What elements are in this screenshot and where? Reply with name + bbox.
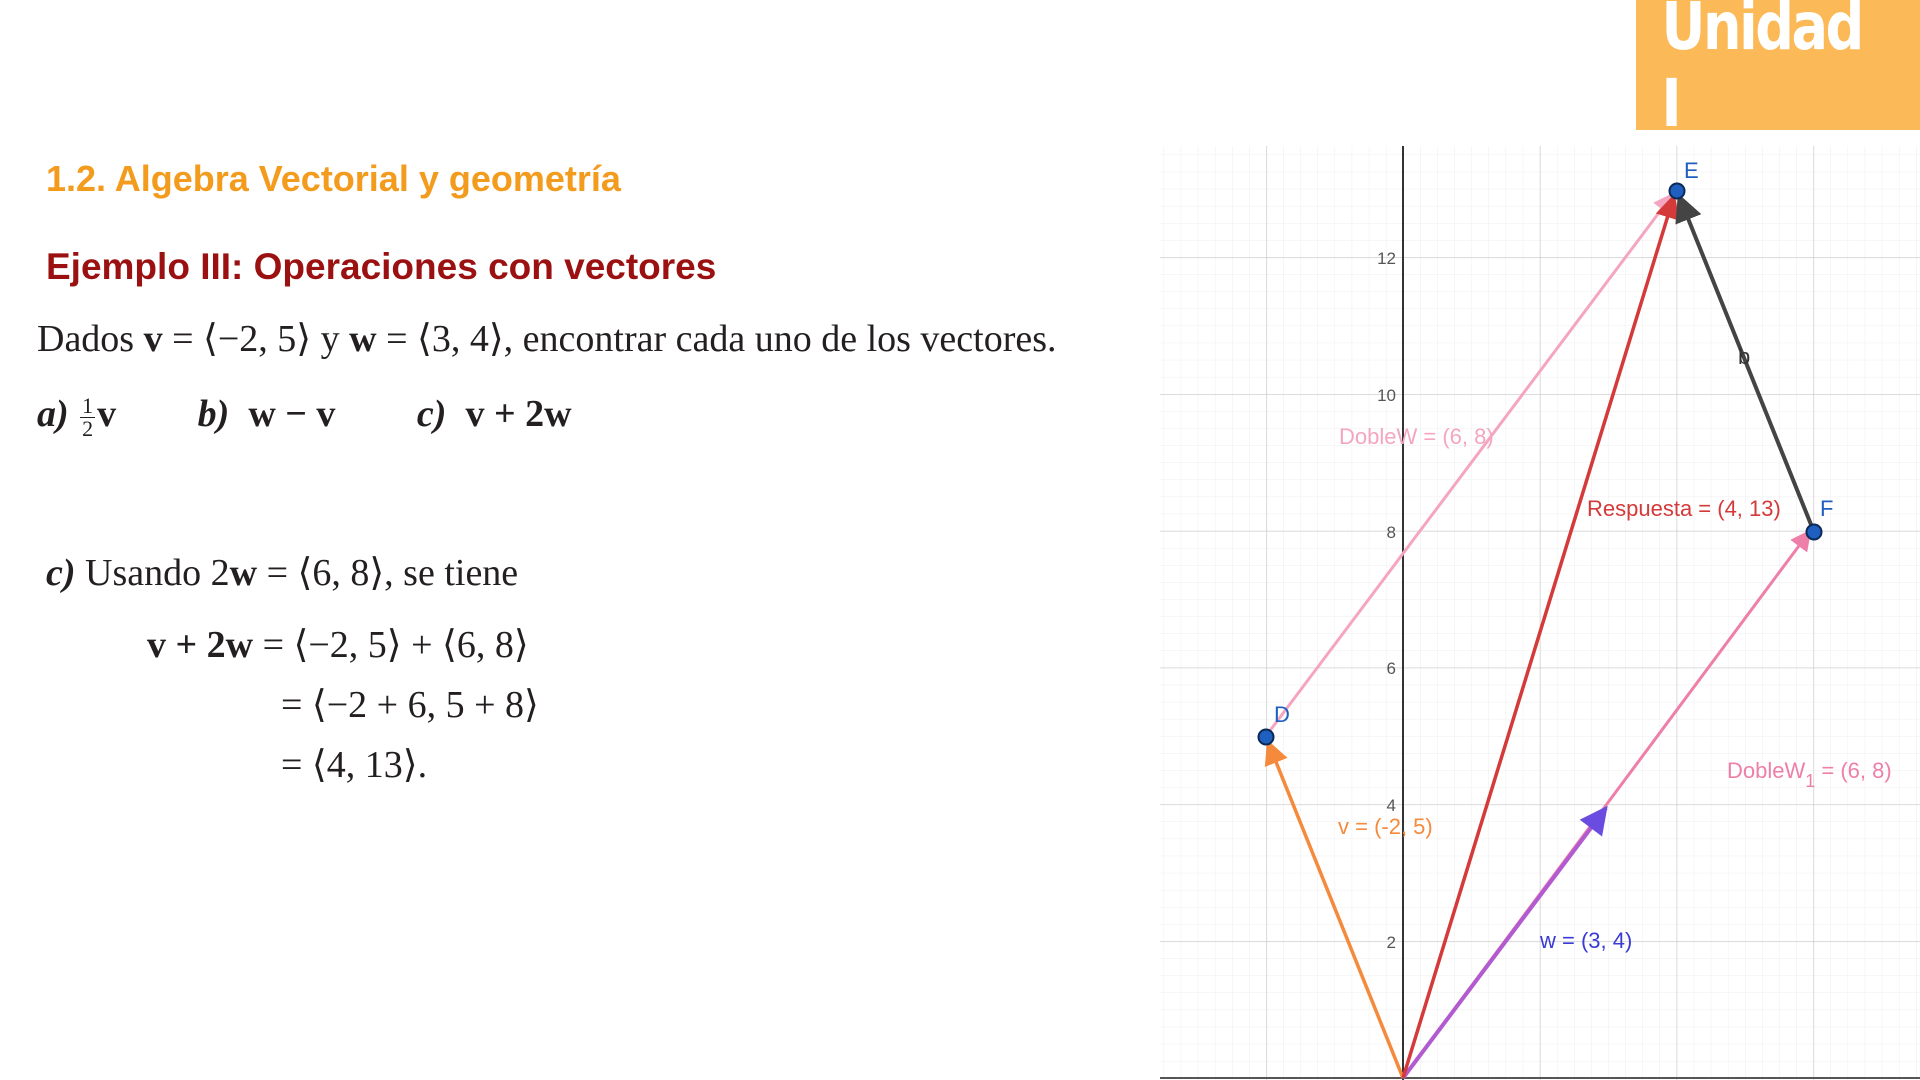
solution-rhs: = ⟨4, 13⟩. — [281, 744, 428, 786]
solution-lhs: v + 2w — [147, 624, 254, 666]
point-f-label: F — [1820, 496, 1834, 521]
solution-intro-b: = ⟨6, 8⟩, se tiene — [257, 552, 519, 594]
fraction-numerator: 1 — [82, 392, 94, 418]
label-v: v = (-2, 5) — [1338, 814, 1433, 839]
solution-rhs: = ⟨−2 + 6, 5 + 8⟩ — [281, 684, 539, 726]
label-b: b — [1738, 344, 1751, 369]
fraction — [80, 392, 95, 441]
part-a-expr: v — [97, 393, 117, 435]
unit-badge-label: Unidad I — [1661, 0, 1862, 142]
solution-line-2 — [281, 682, 539, 727]
solution-intro — [46, 550, 518, 595]
label-doblew1-value: = (6, 8) — [1815, 758, 1892, 783]
part-b — [198, 392, 336, 436]
solution-line-3 — [281, 742, 427, 787]
exercise-parts — [37, 392, 644, 440]
part-c-expr: v + 2w — [465, 393, 572, 435]
label-respuesta: Respuesta = (4, 13) — [1587, 496, 1781, 521]
y-tick-6: 6 — [1386, 659, 1396, 678]
solution-rhs: = ⟨−2, 5⟩ + ⟨6, 8⟩ — [262, 624, 529, 666]
problem-statement — [37, 316, 1057, 361]
part-c-label: c) — [416, 393, 447, 435]
solution-line-1 — [147, 622, 529, 667]
vector-w-value: = ⟨3, 4⟩, encontrar cada uno de los vectores. — [376, 318, 1057, 360]
part-b-expr: w − v — [248, 393, 336, 435]
statement-prefix: Dados — [37, 318, 144, 360]
part-c — [417, 392, 572, 436]
solution-intro-w: w — [229, 552, 258, 594]
point-f — [1807, 525, 1822, 540]
y-tick-10: 10 — [1377, 386, 1396, 405]
y-tick-12: 12 — [1377, 249, 1396, 268]
point-d-label: D — [1274, 702, 1290, 727]
part-b-label: b) — [197, 393, 230, 435]
label-w: w = (3, 4) — [1540, 928, 1633, 953]
label-doblew1-main: DobleW — [1727, 758, 1806, 783]
solution-label: c) — [46, 552, 76, 594]
y-tick-4: 4 — [1386, 796, 1396, 815]
solution-intro-a: Usando 2 — [75, 552, 230, 594]
point-e-label: E — [1684, 158, 1699, 183]
point-e — [1670, 184, 1685, 199]
vector-v: v — [143, 318, 163, 360]
part-a — [37, 392, 116, 440]
point-d — [1259, 730, 1274, 745]
example-title: Ejemplo III: Operaciones con vectores — [46, 246, 717, 287]
section-title: 1.2. Algebra Vectorial y geometría — [46, 158, 621, 199]
fraction-denominator: 2 — [82, 415, 94, 441]
label-doblew1-sub: 1 — [1805, 771, 1816, 791]
vector-graph[interactable] — [1160, 146, 1920, 1080]
label-doblew: DobleW = (6, 8) — [1339, 424, 1494, 449]
y-tick-8: 8 — [1386, 523, 1396, 542]
vector-v-value: = ⟨−2, 5⟩ y — [162, 318, 350, 360]
vector-w: w — [349, 318, 377, 360]
graph-canvas — [1160, 146, 1920, 1080]
unit-badge — [1636, 0, 1920, 142]
y-tick-2: 2 — [1386, 933, 1396, 952]
part-a-label: a) — [37, 393, 69, 435]
